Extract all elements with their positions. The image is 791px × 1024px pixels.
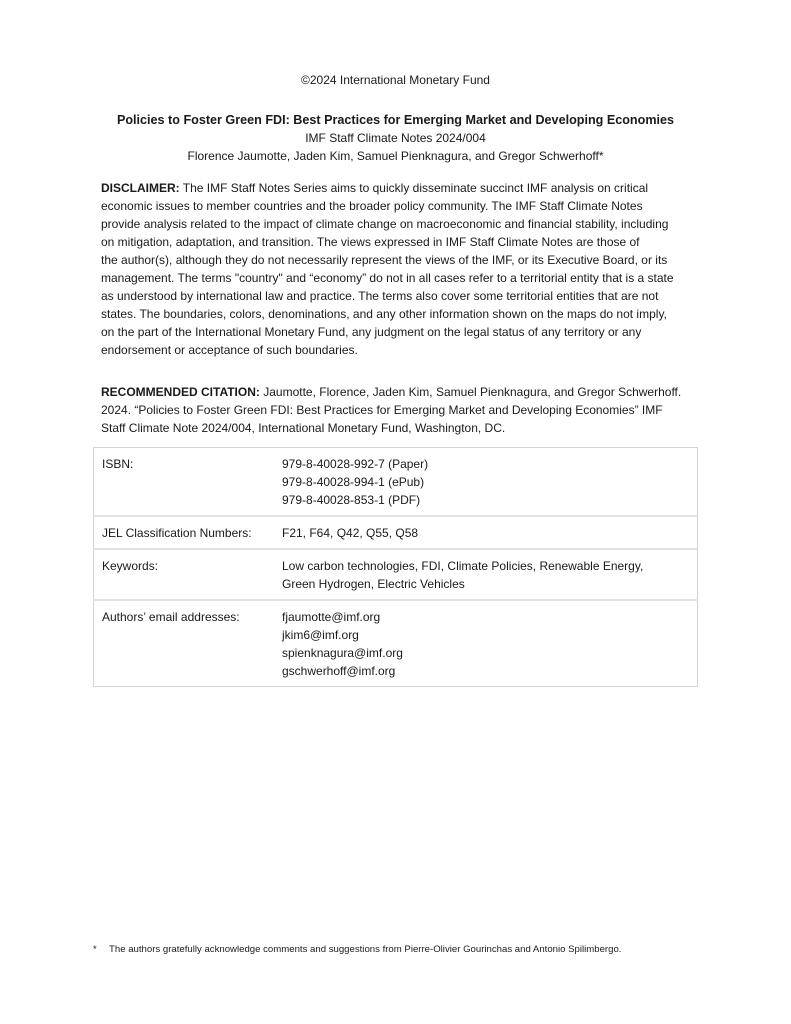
emails-label: Authors’ email addresses: [94, 600, 275, 687]
keywords-values [274, 549, 698, 600]
disclaimer [101, 179, 674, 359]
isbn-pdf: 979-8-40028-853-1 (PDF) [282, 493, 421, 507]
isbn-epub: 979-8-40028-994-1 (ePub) [282, 475, 425, 489]
disclaimer-label: DISCLAIMER: [101, 181, 180, 195]
keywords-label: Keywords: [94, 549, 275, 600]
jel-label: JEL Classification Numbers: [94, 516, 275, 549]
keywords-line: Green Hydrogen, Electric Vehicles [282, 577, 465, 591]
footnote-marker: * [93, 944, 97, 955]
recommended-citation [101, 383, 681, 437]
footnote-text: The authors gratefully acknowledge comments and suggestions from Pierre-Olivier Gourinchas and Antonio Spilimbergo. [109, 944, 622, 955]
copyright: ©2024 International Monetary Fund [301, 73, 490, 87]
publication-info-table [93, 447, 698, 687]
disclaimer-line: as understood by international law and practice. The terms also cover some territorial entities that are not [101, 289, 659, 303]
email-link[interactable]: jkim6@imf.org [282, 628, 359, 642]
table-row-emails [94, 600, 698, 687]
table-row-jel [94, 516, 698, 549]
page-title: Policies to Foster Green FDI: Best Practices for Emerging Market and Developing Economies [116, 113, 675, 127]
disclaimer-line: economic issues to member countries and the broader policy community. The IMF Staff Climate Notes [101, 199, 643, 213]
series-number: IMF Staff Climate Notes 2024/004 [305, 131, 486, 145]
table-row-isbn [94, 448, 698, 517]
disclaimer-line: the author(s), although they do not necessarily represent the views of the IMF, or its Executive Board, or its [101, 253, 668, 267]
table-row-keywords [94, 549, 698, 600]
citation-line: Jaumotte, Florence, Jaden Kim, Samuel Pienknagura, and Gregor Schwerhoff. [259, 385, 682, 399]
disclaimer-line: on mitigation, adaptation, and transition. The views expressed in IMF Staff Climate Notes are those of [101, 235, 640, 249]
footnote [93, 944, 621, 955]
disclaimer-line: endorsement or acceptance of such boundaries. [101, 343, 358, 357]
disclaimer-line: on the part of the International Monetary Fund, any judgment on the legal status of any territory or any [101, 325, 642, 339]
email-values [274, 600, 698, 687]
isbn-paper: 979-8-40028-992-7 (Paper) [282, 457, 429, 471]
authors: Florence Jaumotte, Jaden Kim, Samuel Pienknagura, and Gregor Schwerhoff* [187, 149, 604, 163]
email-link[interactable]: spienknagura@imf.org [282, 646, 403, 660]
citation-line: Staff Climate Note 2024/004, International Monetary Fund, Washington, DC. [101, 421, 506, 435]
disclaimer-line: provide analysis related to the impact of climate change on macroeconomic and financial stability, including [101, 217, 669, 231]
disclaimer-line: states. The boundaries, colors, denominations, and any other information shown on the maps do not imply, [101, 307, 667, 321]
email-link[interactable]: gschwerhoff@imf.org [282, 664, 396, 678]
citation-line: 2024. “Policies to Foster Green FDI: Best Practices for Emerging Market and Developing Economies” IMF [101, 403, 663, 417]
disclaimer-line: management. The terms "country" and “economy” do not in all cases refer to a territorial entity that is a state [101, 271, 674, 285]
jel-values: F21, F64, Q42, Q55, Q58 [274, 516, 698, 549]
keywords-line: Low carbon technologies, FDI, Climate Policies, Renewable Energy, [282, 559, 644, 573]
citation-label: RECOMMENDED CITATION: [101, 385, 260, 399]
email-link[interactable]: fjaumotte@imf.org [282, 610, 381, 624]
isbn-label: ISBN: [102, 457, 134, 471]
isbn-values [274, 448, 698, 517]
disclaimer-line: The IMF Staff Notes Series aims to quickly disseminate succinct IMF analysis on critical [179, 181, 649, 195]
